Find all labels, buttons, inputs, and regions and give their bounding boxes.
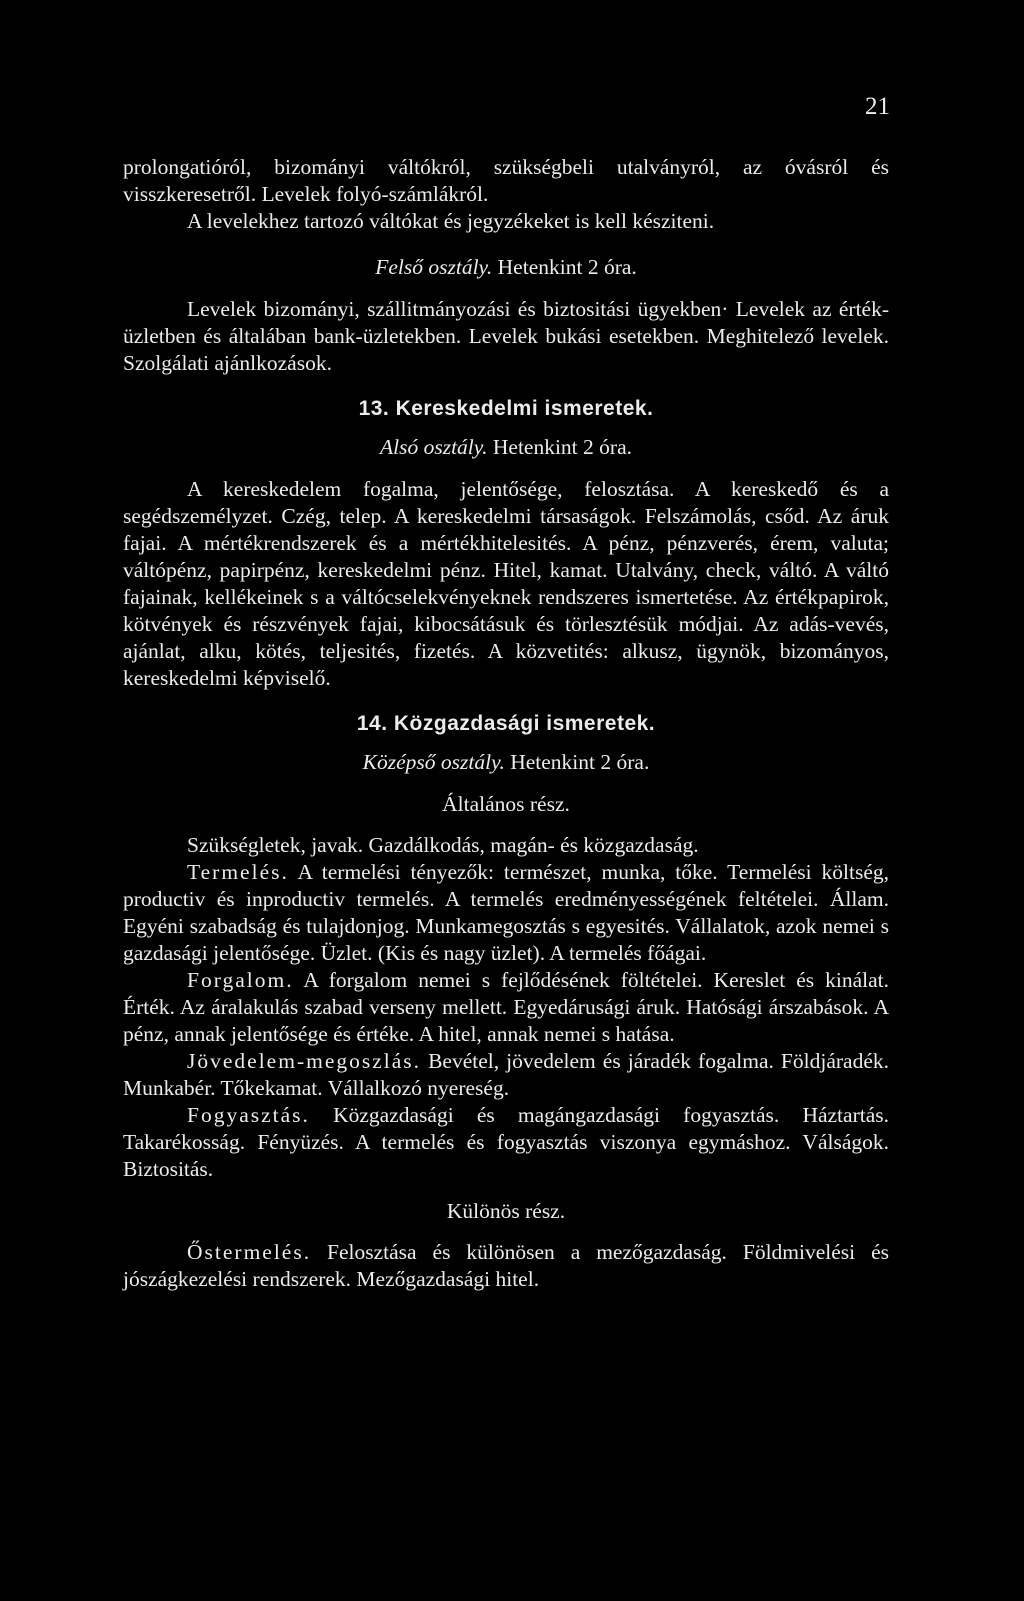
paragraph-upper-class: Levelek bizományi, szállitmányozási és biztositási ügyekben· Levelek az érték-üzletben és általában bank-üzletekben. Levelek bukási esetekben. Meghitelező levelek. Szolgálati ajánlkozások.	[123, 297, 889, 375]
class-level-kozepso	[123, 749, 889, 776]
class-level-name: Középső osztály.	[362, 750, 505, 774]
class-level-also	[123, 434, 889, 461]
paragraph-primary-production: Őstermelés. Felosztása és különösen a mezőgazdaság. Földmivelési és jószágkezelési rendszerek. Mezőgazdasági hitel.	[123, 1240, 889, 1291]
paragraph-consumption: Fogyasztás. Közgazdasági és magángazdasági fogyasztás. Háztartás. Takarékosság. Fényüzés. A termelés és fogyasztás viszonya egymáshoz. Válságok. Biztositás.	[123, 1103, 889, 1181]
paragraph-letters-note: A levelekhez tartozó váltókat és jegyzékeket is kell késziteni.	[187, 209, 715, 233]
section-heading-13: 13. Kereskedelmi ismeretek.	[358, 397, 654, 420]
section-heading-14: 14. Közgazdasági ismeretek.	[356, 712, 656, 735]
paragraph-production: Termelés. A termelési tényezők: természet, munka, tőke. Termelési költség, productiv és inproductiv termelés. A termelés eredményességének feltételei. Állam. Egyéni szabadság és tulajdonjog. Munkamegosztás s egyesités. Vállalatok, azok nemei s gazdasági jelentősége. Üzlet. (Kis és nagy üzlet). A termelés főágai.	[123, 860, 889, 965]
keyword-circulation: Forgalom.	[187, 968, 294, 992]
paragraph-letters-continued: prolongatióról, bizományi váltókról, szükségbeli utalványról, az óvásról és visszkeresetről. Levelek folyó-számlákról.	[123, 155, 889, 206]
weekly-hours: Hetenkint 2 óra.	[510, 750, 650, 774]
class-level-felso	[123, 254, 889, 281]
class-level-name: Felső osztály.	[375, 255, 493, 279]
keyword-consumption: Fogyasztás.	[187, 1103, 310, 1127]
page-body	[123, 154, 889, 1293]
paragraph-commerce: A kereskedelem fogalma, jelentősége, felosztása. A kereskedő és a segédszemélyzet. Czég, telep. A kereskedelmi társaságok. Felszámolás, csőd. Az áruk fajai. A mértékrendszerek és a mértékhitelesités. A pénz, pénzverés, érem, valuta; váltópénz, papirpénz, kereskedelmi pénz. Hitel, kamat. Utalvány, check, váltó. A váltó fajainak, kellékeinek s a váltócselekvényeknek rendszeres ismertetése. Az értékpapirok, kötvények és részvények fajai, kibocsátásuk és törlesztésük módjai. Az adás-vevés, ajánlat, alku, kötés, teljesités, fizetés. A közvetités: alkusz, ügynök, bizományos, kereskedelmi képviselő.	[123, 477, 889, 690]
weekly-hours: Hetenkint 2 óra.	[492, 435, 632, 459]
paragraph-circulation: Forgalom. A forgalom nemei s fejlődésének föltételei. Kereslet és kinálat. Érték. Az áralakulás szabad verseny mellett. Egyedárusági áruk. Hatósági árszabások. A pénz, annak jelentősége és értéke. A hitel, annak nemei s hatása.	[123, 968, 889, 1046]
page-number: 21	[865, 93, 890, 120]
weekly-hours: Hetenkint 2 óra.	[497, 255, 637, 279]
paragraph-needs: Szükségletek, javak. Gazdálkodás, magán- és közgazdaság.	[187, 833, 699, 857]
keyword-primary-production: Őstermelés.	[187, 1240, 312, 1264]
subheading-general: Általános rész.	[442, 792, 570, 816]
keyword-income: Jövedelem-megoszlás.	[187, 1049, 422, 1073]
class-level-name: Alsó osztály.	[379, 435, 488, 459]
subheading-special: Különös rész.	[446, 1199, 566, 1223]
paragraph-income-distribution: Jövedelem-megoszlás. Bevétel, jövedelem és járadék fogalma. Földjáradék. Munkabér. Tőkekamat. Vállalkozó nyereség.	[123, 1049, 889, 1100]
keyword-production: Termelés.	[187, 860, 289, 884]
